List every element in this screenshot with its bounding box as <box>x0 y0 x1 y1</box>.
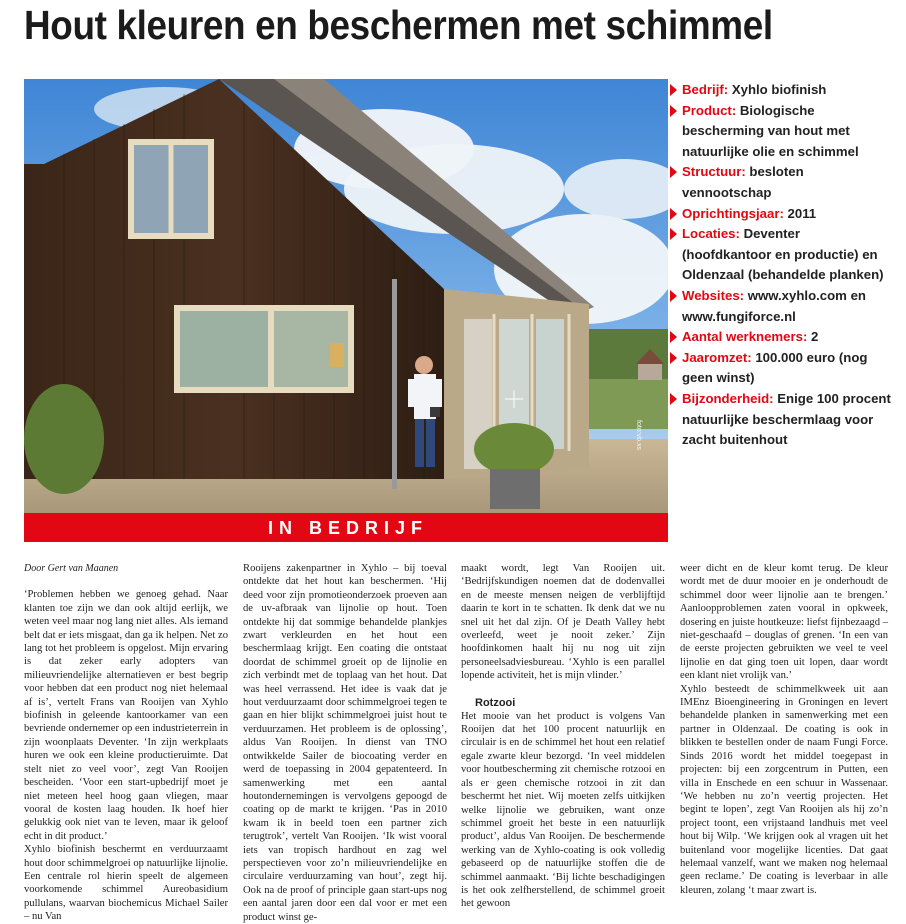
fact-item: Locaties: Deventer (hoofdkantoor en productie) en Oldenzaal (behandelde planken) <box>670 224 892 286</box>
fact-item: Product: Biologische bescherming van hout met natuurlijke olie en schimmel <box>670 101 892 163</box>
fact-item: Bijzonderheid: Enige 100 procent natuurlijke beschermlaag voor zacht buitenhout <box>670 389 892 451</box>
fact-item: Oprichtingsjaar: 2011 <box>670 204 892 225</box>
headline: Hout kleuren en beschermen met schimmel <box>24 2 773 48</box>
paragraph: maakt wordt, legt Van Rooijen uit. ‘Bedrijfskundigen noemen dat de dodenvallei en de meeste mensen neigen de verblijftijd daarin te kort in te schatten. Ik denk dat we nu snel uit het dal zijn. Of je Death Valley hebt overleefd, weet je nooit zeker.’ Zijn hoofdinkomen haalt hij nu nog uit zijn personeelsadviesbureau. ‘Xyhlo is een parallel lopende activiteit, het is mijn vlinder.’ <box>461 563 665 682</box>
subheading: Rotzooi <box>475 696 516 709</box>
article-column-4 <box>680 562 888 897</box>
fact-item: Jaaromzet: 100.000 euro (nog geen winst) <box>670 348 892 389</box>
article-column-1 <box>24 562 228 924</box>
fact-item: Bedrijf: Xyhlo biofinish <box>670 80 892 101</box>
paragraph: Xyhlo biofinish beschermt en verduurzaamt hout door schimmelgroei op natuurlijke lijnolie. Een centrale rol hierin speelt de algemeen voorkomende schimmel Aureobasidium pullulans, waarvan biochemicus Michael Sailer – nu Van <box>24 844 228 923</box>
byline: Door Gert van Maanen <box>24 563 119 574</box>
section-banner: IN BEDRIJF <box>24 513 668 542</box>
paragraph: weer dicht en de kleur komt terug. De kleur wordt met de duur mooier en je onderhoudt de schimmel door weer lijnolie aan te brengen.’ Aanloopproblemen zaten vooral in opkweek, dosering en juiste houtkeuze: liefst fijnbezaagd – niet-geschaafd – douglas of grenen. ‘In een van de eerste projecten gebruikten we veel te veel lijnolie en dat ging toen uit lopen, daar wordt een klant niet vrolijk van.’ <box>680 563 888 682</box>
paragraph: ‘Problemen hebben we genoeg gehad. Naar klanten toe zijn we dan ook altijd eerlijk, we weten veel maar nog lang niet alles. Als iemand belt dat er iets misgaat, dan ga ik helpen. Net zo lang tot het probleem is opgelost. Mijn ervaring is dat zeker early adopters van milieuvriendelijke alternatieven er best begrip voor hebben dat een product nog niet helemaal af is’, vertelt Frans van Rooijen van Xyhlo biofinish in geleende kantoorkamer van een bevriende ondernemer op een industrieterrein in zijn woonplaats Deventer. ‘In zijn werkplaats huren we ook een kleine productieruimte. Dat stelt niet zo veel voor’, zegt Van Rooijen bescheiden. ‘Voor een start-upbedrijf moet je niet meteen heel hoog gaan vliegen, maar vooral de kosten laag houden. Ik hoef hier gelukkig ook niet van te leven, maar ik geloof echt in dit product.’ <box>24 589 228 842</box>
paragraph: Rooijens zakenpartner in Xyhlo – bij toeval ontdekte dat het hout kan beschermen. ‘Hij deed voor zijn promotieonderzoek proeven aan de uv-afbraak van lijnolie op hout. Toen ontdekte hij dat sommige behandelde plankjes zwart verkleurden en het hout een beschermlaag krijgt. Een coating die ontstaat doordat de schimmel groeit op de lijnolie en zich verbindt met de toplaag van het hout. Dat was heel verrassend. Het idee is vaak dat je hout verduurzaamt door schimmelgroei tegen te gaan en hier blijkt schimmelgroei juist hout te verduurzamen. Het probleem is de oplossing’, aldus Van Rooijen. In dienst van TNO ontwikkelde Sailer de biocoating verder en werd de toepassing in 2004 gepatenteerd. In samenwerking met een aantal houtondernemingen is vervolgens gepoogd de coating op de markt te krijgen. ‘Pas in 2010 kwam ik in beeld toen een partner zich terugtrok’, vertelt Van Rooijen. ‘Ik wist vooral iets van tropisch hardhout en zag wel perspectieven voor zo’n milieuvriendelijke en circulaire verduurzaming van hout’, zegt hij. Ook na de proof of principle gaan start-ups nog een aantal jaren door een dal voor er met een product winst ge- <box>243 563 447 923</box>
paragraph: Het mooie van het product is volgens Van Rooijen dat het 100 procent natuurlijk en circulair is en de schimmel het hout een relatief egale zwarte kleur bezorgd. ‘In veel middelen voor houtbescherming zit chemische rotzooi en als er geen chemische rotzooi in zit dan beschermt het niet. Wij moeten zelfs uitkijken welke lijnolie we gebruiken, want onze schimmel groeit het beste in een natuurlijk product’, aldus Van Rooijen. De beschermende werking van de Xyhlo-coating is ook volledig gebaseerd op de natuurlijke stoffen die de schimmel aanmaakt. ‘Bij lichte beschadigingen is het ook zelfherstellend, de schimmel groeit het gewoon <box>461 710 665 910</box>
fact-item: Structuur: besloten vennootschap <box>670 162 892 203</box>
article-column-3 <box>461 562 665 911</box>
article-column-2 <box>243 562 447 924</box>
fact-item: Websites: www.xyhlo.com en www.fungiforce.nl <box>670 286 892 327</box>
house-photo <box>24 79 668 513</box>
paragraph: Xyhlo besteedt de schimmelkweek uit aan IMEnz Bioengineering in Groningen en levert behandelde planken in samenwerking met een partner in Oldenzaal. De coating is ook in blikken te bestellen onder de naam Fungi Force. Sinds 2016 wordt het middel toegepast in projecten: bij een zorgcentrum in Putten, een villa in Enschede en een schuur in Wassenaar. ‘We hebben nu zo’n veertig projecten. Het begint te lopen’, zegt Van Rooijen als hij zo’n project toont, een vrijstaand landhuis met veel hout bij Wilp. ‘We krijgen ook al vragen uit het buitenland voor mogelijke licenties. Dat gaat helemaal vanzelf, want we maken nog helemaal geen reclame.’ De coating is leverbaar in alle kleuren, zolang ‘t maar zwart is. <box>680 683 888 896</box>
fact-box <box>670 80 892 451</box>
fact-item: Aantal werknemers: 2 <box>670 327 892 348</box>
photo-credit: foto:vb.xs <box>635 420 642 450</box>
